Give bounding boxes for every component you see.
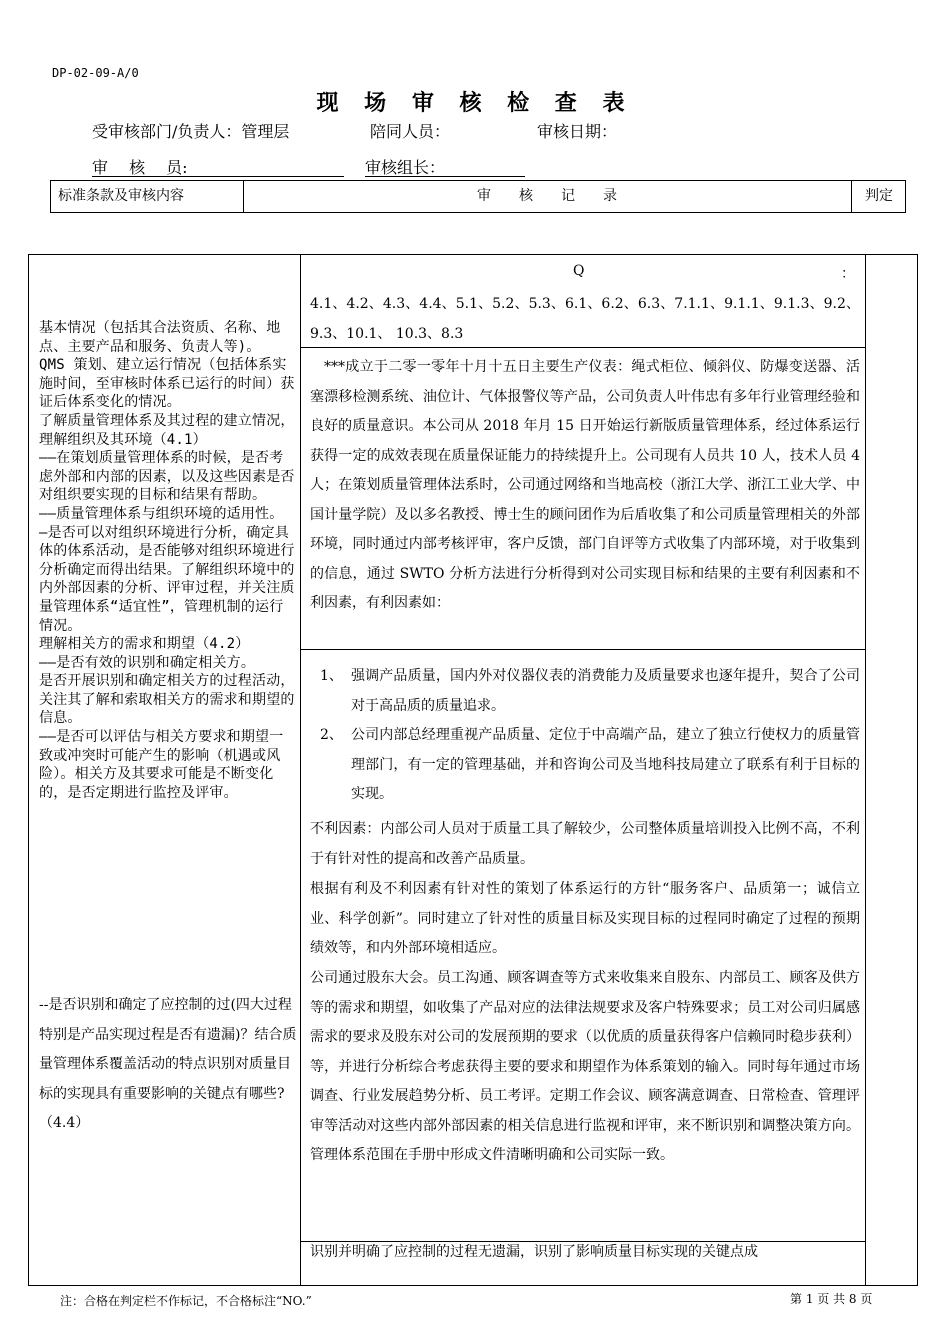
footer-note: 注：合格在判定栏不作标记，不合格标注“NO.” bbox=[60, 1294, 312, 1308]
document-code: DP-02-09-A/0 bbox=[52, 66, 139, 80]
table-header bbox=[50, 180, 906, 213]
clause-content-text-2: --是否识别和确定了应控制的过(四大过程特别是产品实现过程是否有遗漏)？结合质量管理体系覆盖活动的特点识别对质量目标的实现具有重要影响的关键点有哪些?（4.4） bbox=[39, 997, 297, 1131]
unfavorable-factors: 不利因素：内部公司人员对于质量工具了解较少，公司整体质量培训投入比例不高，不利于有针对性的提高和改善产品质量。 bbox=[310, 821, 860, 867]
q-label: Q bbox=[573, 263, 585, 279]
row-divider-1 bbox=[301, 347, 865, 348]
header-judgement: 判定 bbox=[865, 188, 893, 204]
header-audit-record: 审 核 记 录 bbox=[477, 188, 617, 204]
process-control-paragraph: 识别并明确了应控制的过程无遗漏，识别了影响质量目标实现的关键点成 bbox=[310, 1244, 758, 1260]
row-divider-2 bbox=[301, 649, 865, 650]
clause-content-text: 基本情况（包括其合法资质、名称、地点、主要产品和服务、负责人等)。 QMS 策划、建立运行情况（包括体系实施时间，至审核时体系已运行的时间）获证后体系变化的情况。 了解质量管理体系及其过程的建立情况，理解组织及其环境（4.1） ——在策划质量管理体系的时候，是否考虑外部和内部的因素，以及这些因素是否对组织要实现的目标和结果有帮助。 ——质量管理体系与组织环境的适用性。 —是否可以对组织环境进行分析，确定具体的体系活动，是否能够对组织环境进行分析确定而得出结果。了解组织环境中的内外部因素的分析、评审过程，并关注质量管理体系“适宜性”，管理机制的运行情况。 理解相关方的需求和期望（4.2） ——是否有效的识别和确定相关方。 是否开展识别和确定相关方的过程活动，关注其了解和索取相关方的需求和期望的信息。 ——是否可以评估与相关方要求和期望一致或冲突时可能产生的影响（机遇或风险）。相关方及其要求可能是不断变化的，是否定期进行监控及评审。 bbox=[39, 320, 295, 801]
clauses-list: 4.1、4.2、4.3、4.4、5.1、5.2、5.3、6.1、6.2、6.3、7.1.1、9.1.1、9.1.3、9.2、9.3、10.1、 10.3、8.3 bbox=[310, 296, 860, 342]
column-divider-2 bbox=[865, 255, 866, 1285]
audited-dept-label: 受审核部门/负责人：管理层 bbox=[92, 122, 290, 141]
intro-paragraph: ***成立于二零一零年十月十五日主要生产仪表：绳式柜位、倾斜仪、防爆变送器、活塞漂移检测系统、油位计、气体报警仪等产品，公司负责人叶伟忠有多年行业管理经验和良好的质量意识。本公司从 2018 年月 15 日开始运行新版质量管理体系，经过体系运行获得一定的成效表现在质量保证能力的持续提升上。公司现有人员共 10 人，技术人员 4 人；在策划质量管理体法系时，公司通过网络和当地高校（浙江大学、浙江工业大学、中国计量学院）及以多名教授、博士生的顾问团作为后盾收集了和公司质量管理相关的外部环境，同时通过内部考核评审，客户反馈，部门自评等方式收集了内部环境，对于收集到的信息，通过 SWTO 分析方法进行分析得到对公司实现目标和结果的主要有利因素和不利因素，有利因素如： bbox=[310, 359, 860, 611]
team-leader-underline bbox=[365, 176, 525, 177]
favorable-item-2-number: 2、 bbox=[320, 727, 343, 743]
auditor-underline bbox=[92, 176, 344, 177]
header-clause-content: 标准条款及审核内容 bbox=[58, 188, 184, 204]
favorable-item-1: 强调产品质量，国内外对仪器仪表的消费能力及质量要求也逐年提升，契合了公司对于高品质的质量追求。 bbox=[351, 668, 860, 714]
quality-policy-paragraph: 根据有利及不利因素有针对性的策划了体系运行的方针“服务客户、品质第一；诚信立业、科学创新”。同时建立了针对性的质量目标及实现目标的过程同时确定了过程的预期绩效等，和内外部环境相适应。 bbox=[310, 881, 860, 956]
favorable-item-2: 公司内部总经理重视产品质量、定位于中高端产品，建立了独立行使权力的质量管理部门，有一定的管理基础，并和咨询公司及当地科技局建立了联系有利于目标的实现。 bbox=[351, 727, 860, 802]
stakeholders-paragraph: 公司通过股东大会。员工沟通、顾客调查等方式来收集来自股东、内部员工、顾客及供方等的需求和期望，如收集了产品对应的法律法规要求及客户特殊要求；员工对公司归属感需求的要求及股东对公司的发展预期的要求（以优质的质量获得客户信赖同时稳步获利）等，并进行分析综合考虑获得主要的要求和期望作为体系策划的输入。同时每年通过市场调查、行业发展趋势分析、员工考评。定期工作会议、顾客满意调查、日常检查、管理评审等活动对这些内部外部因素的相关信息进行监视和评审，来不断识别和调整决策方向。管理体系范围在手册中形成文件清晰明确和公司实际一致。 bbox=[310, 970, 860, 1163]
auditor-label: 审 核 员: bbox=[92, 158, 188, 177]
team-leader-label: 审核组长： bbox=[365, 158, 446, 177]
q-colon: ： bbox=[841, 266, 855, 282]
favorable-item-1-number: 1、 bbox=[320, 668, 343, 684]
audit-table bbox=[28, 254, 918, 1286]
page-title: 现 场 审 核 检 查 表 bbox=[316, 90, 634, 116]
accompany-label: 陪同人员： bbox=[370, 122, 451, 141]
audit-date-label: 审核日期： bbox=[537, 122, 618, 141]
page-number: 第 1 页 共 8 页 bbox=[790, 1292, 873, 1306]
